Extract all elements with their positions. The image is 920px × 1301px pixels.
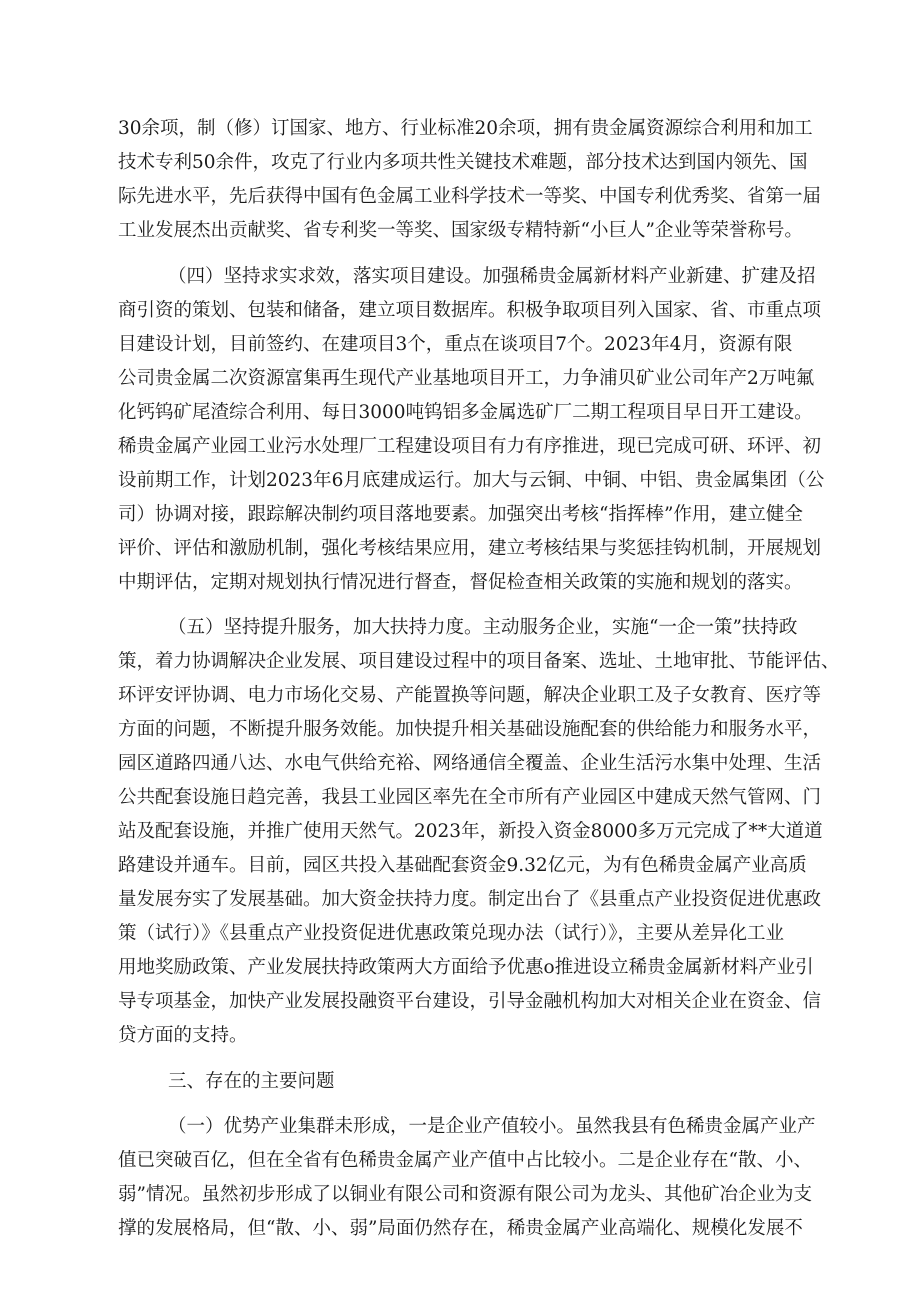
text-line: 化钙钨矿尾渣综合利用、每日3000吨钨铝多金属选矿厂二期工程项目早日开工建设。 — [118, 402, 813, 423]
text-line: 司）协调对接，跟踪解决制约项目落地要素。加强突出考核“指挥棒”作用，建立健全 — [118, 504, 803, 525]
text-line: （四）坚持求实求效，落实项目建设。加强稀贵金属新材料产业新建、扩建及招 — [168, 266, 816, 287]
text-line: 值已突破百亿，但在全省有色稀贵金属产业产值中占比较小。二是企业存在“散、小、 — [118, 1150, 812, 1171]
text-line: 贷方面的支持。 — [118, 1025, 248, 1046]
text-line: 商引资的策划、包装和储备，建立项目数据库。积极争取项目列入国家、省、市重点项 — [118, 300, 822, 321]
heading-line: 三、存在的主要问题 — [168, 1071, 335, 1092]
text-line: 撑的发展格局，但“散、小、弱”局面仍然存在，稀贵金属产业高端化、规模化发展不 — [118, 1218, 803, 1239]
text-line: 策（试行）》《县重点产业投资促进优惠政策兑现办法（试行）》，主要从差异化工业 — [118, 923, 785, 944]
text-line: 站及配套设施，并推广使用天然气。2023年，新投入资金8000多万元完成了**大道道 — [118, 821, 823, 842]
text-line: 公共配套设施日趋完善，我县工业园区率先在全市所有产业园区中建成天然气管网、门 — [118, 787, 822, 808]
text-line: 弱”情况。虽然初步形成了以铜业有限公司和资源有限公司为龙头、其他矿冶企业为支 — [118, 1184, 812, 1205]
text-line: 中期评估，定期对规划执行情况进行督查，督促检查相关政策的实施和规划的落实。 — [118, 572, 803, 593]
text-line: 评价、评估和激励机制，强化考核结果应用，建立考核结果与奖惩挂钩机制，开展规划 — [118, 538, 822, 559]
text-line: 量发展夯实了发展基础。加大资金扶持力度。制定出台了《县重点产业投资促进优惠政 — [118, 889, 822, 910]
text-line: 际先进水平，先后获得中国有色金属工业科学技术一等奖、中国专利优秀奖、省第一届 — [118, 186, 822, 207]
text-line: 工业发展杰出贡献奖、省专利奖一等奖、国家级专精特新“小巨人”企业等荣誉称号。 — [118, 220, 803, 241]
text-line: 设前期工作，计划2023年6月底建成运行。加大与云铜、中铜、中铝、贵金属集团（公 — [118, 470, 825, 491]
text-line: 导专项基金，加快产业发展投融资平台建设，引导金融机构加大对相关企业在资金、信 — [118, 991, 822, 1012]
text-line: 园区道路四通八达、水电气供给充裕、网络通信全覆盖、企业生活污水集中处理、生活 — [118, 753, 822, 774]
text-line: 路建设并通车。目前，园区共投入基础配套资金9.32亿元，为有色稀贵金属产业高质 — [118, 855, 807, 876]
text-line: （五）坚持提升服务，加大扶持力度。主动服务企业，实施“一企一策”扶持政 — [168, 617, 798, 638]
text-line: 方面的问题，不断提升服务效能。加快提升相关基础设施配套的供给能力和服务水平， — [118, 719, 822, 740]
text-line: 环评安评协调、电力市场化交易、产能置换等问题，解决企业职工及子女教育、医疗等 — [118, 685, 822, 706]
text-line: 稀贵金属产业园工业污水处理厂工程建设项目有力有序推进，现已完成可研、环评、初 — [118, 436, 822, 457]
text-line: 30余项，制（修）订国家、地方、行业标准20余项，拥有贵金属资源综合利用和加工 — [118, 118, 813, 139]
text-line: 公司贵金属二次资源富集再生现代产业基地项目开工，力争浦贝矿业公司年产2万吨氟 — [118, 368, 815, 389]
text-line: 技术专利50余件，攻克了行业内多项共性关键技术难题，部分技术达到国内领先、国 — [118, 152, 808, 173]
text-line: 目建设计划，目前签约、在建项目3个，重点在谈项目7个。2023年4月，资源有限 — [118, 334, 793, 355]
text-line: （一）优势产业集群未形成，一是企业产值较小。虽然我县有色稀贵金属产业产 — [168, 1116, 816, 1137]
text-line: 策，着力协调解决企业发展、项目建设过程中的项目备案、选址、土地审批、节能评估、 — [118, 651, 840, 672]
text-line: 用地奖励政策、产业发展扶持政策两大方面给予优惠o推进设立稀贵金属新材料产业引 — [118, 957, 814, 978]
